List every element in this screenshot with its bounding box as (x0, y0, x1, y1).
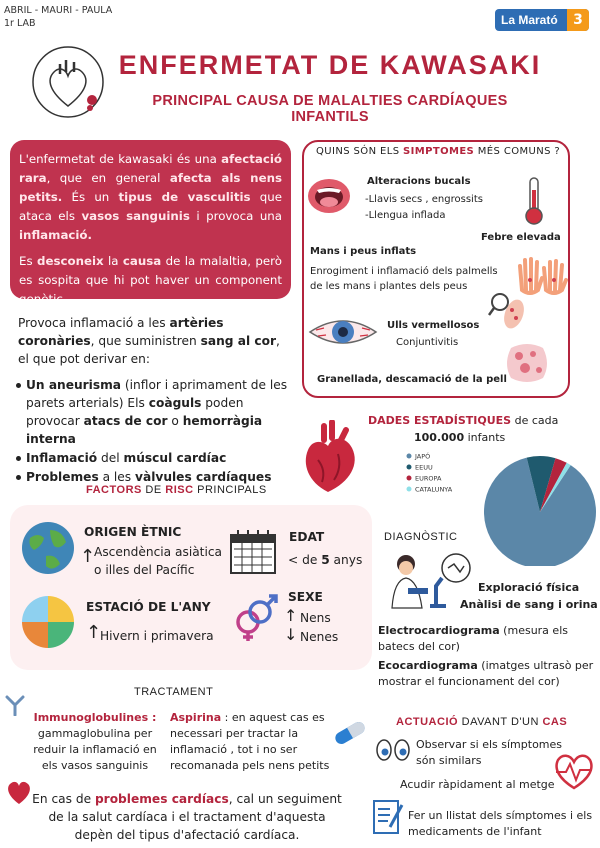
skin-rash-icon (503, 340, 551, 388)
risk-sexe-1: Nens (300, 611, 331, 625)
page-title: ENFERMETAT DE KAWASAKI (118, 50, 542, 80)
mouth-icon (306, 176, 352, 220)
arrow-up-icon: ↑ (86, 622, 102, 643)
heart-logo-icon (30, 44, 106, 124)
risk-sexe: SEXE (288, 590, 323, 604)
diag-line-1: Exploració física (478, 581, 580, 594)
action-3: Fer un llistat dels símptomes i els medicaments de l'infant (408, 809, 593, 838)
brand-logo (495, 9, 589, 31)
diag-title: DIAGNÒSTIC (384, 531, 458, 543)
diag-line-2: Anàlisi de sang i orina (460, 598, 598, 611)
intro-box (10, 140, 291, 306)
seasons-icon (22, 596, 74, 652)
risk-sexe-2: Nenes (300, 630, 339, 644)
legend-marker (407, 476, 412, 481)
legend-label: JAPÓ (415, 452, 431, 461)
authors: ABRIL - MAURI - PAULA (4, 5, 113, 16)
feet-icon (488, 288, 532, 336)
treat-aspirina: Aspirina : en aquest cas es necessari per tractar la inflamació , tot i no ser recomanada pels nens petits (170, 711, 330, 772)
treat-immuno: Immunoglobulines : gammaglobulina per reduir la inflamació en els vasos sanguinis (33, 711, 157, 772)
brand-number: 3 (567, 9, 589, 31)
symptom-mans-text: Enrogiment i inflamació dels palmells de les mans i plantes dels peus (310, 266, 498, 292)
arrow-down-icon: ↓ (284, 625, 298, 644)
stats-subtitle: 100.000 infants (414, 431, 506, 444)
symptom-bucals-2: -Llengua inflada (365, 210, 446, 221)
legend-label: CATALUNYA (415, 485, 453, 494)
antibody-icon (4, 694, 26, 720)
symptom-bucals-1: -Llavis secs , engrossits (365, 194, 483, 205)
gender-icon (230, 592, 280, 646)
legend-label: EUROPA (415, 474, 442, 483)
complication-item: Problemes a les vàlvules cardíaques (16, 468, 292, 486)
pill-icon (330, 720, 370, 750)
globe-icon (20, 520, 76, 580)
arrow-up-icon: ↑ (284, 606, 298, 625)
complication-item: Inflamació del múscul cardíac (16, 449, 292, 467)
legend-marker (407, 487, 412, 492)
diag-ecg: Electrocardiograma (mesura els batecs del cor) (378, 624, 568, 653)
symptoms-title: QUINS SÓN ELS SIMPTOMES MÉS COMUNS ? (316, 146, 561, 157)
action-1: Observar si els símptomes són similars (416, 738, 563, 767)
eyes-icon (376, 738, 410, 766)
checklist-icon (372, 797, 404, 839)
symptom-febre: Febre elevada (481, 232, 561, 243)
stats-title: DADES ESTADÍSTIQUES de cada (368, 414, 559, 427)
risk-origen: ORIGEN ÈTNIC (84, 525, 182, 539)
symptom-mans: Mans i peus inflats (310, 246, 417, 257)
action-2: Acudir ràpidament al metge (400, 778, 555, 791)
complication-item: Un aneurisma (inflor i aprimament de les parets arterials) Els coàguls poden provocar atacs de cor o hemorràgia interna (16, 376, 292, 448)
diag-eco: Ecocardiograma (imatges ultrasò per mostrar el funcionament del cor) (378, 659, 594, 688)
heartbeat-icon (552, 750, 596, 794)
risk-estacio-text: Hivern i primavera (100, 629, 214, 643)
intro-paragraph-1: L'enfermetat de kawasaki és una afectació rara, que en general afecta als nens petits. És un tipus de vasculitis que ataca els vasos sanguinis i provoca una inflamació. (19, 152, 283, 242)
legend-marker (407, 454, 412, 459)
symptom-ulls-text: Conjuntivitis (396, 337, 459, 348)
action-title: ACTUACIÓ DAVANT D'UN CAS (396, 716, 568, 728)
risk-edat-text: < de 5 anys (288, 553, 363, 567)
risk-title: FACTORS DE RISC PRINCIPALS (86, 484, 267, 496)
symptom-granellada: Granellada, descamació de la pell (317, 374, 507, 385)
page-subtitle: PRINCIPAL CAUSA DE MALALTIES CARDÍAQUES INFANTILS (152, 93, 508, 125)
coronaries-text: Provoca inflamació a les artèries coronàries, que suministren sang al cor, el que pot derivar en: (18, 316, 280, 366)
complications-list (16, 376, 292, 487)
anatomical-heart-icon (298, 420, 362, 498)
brand-text: La Marató (501, 13, 558, 27)
calendar-icon (228, 527, 278, 581)
intro-paragraph-2: Es desconeix la causa de la malaltia, però es sospita que hi pot haver un component genètic. (19, 254, 282, 306)
symptom-bucals: Alteracions bucals (367, 176, 471, 187)
risk-edat: EDAT (289, 530, 325, 544)
arrow-up-icon: ↑ (80, 546, 96, 567)
symptom-ulls: Ulls vermellosos (387, 320, 480, 331)
eye-icon (308, 316, 378, 352)
risk-origen-text: Ascendència asiàtica o illes del Pacífic (94, 545, 223, 577)
treat-cardiac: En cas de problemes cardíacs, cal un seguiment de la salut cardíaca i el tractament d'aquesta depèn del tipus d'afectació cardíaca. (32, 792, 342, 842)
treatment-title: TRACTAMENT (134, 686, 214, 698)
class-label: 1r LAB (4, 18, 36, 29)
legend-label: EEUU (415, 463, 433, 472)
risk-estacio: ESTACIÓ DE L'ANY (86, 600, 211, 614)
thermometer-icon (522, 176, 546, 230)
legend-marker (407, 465, 412, 470)
